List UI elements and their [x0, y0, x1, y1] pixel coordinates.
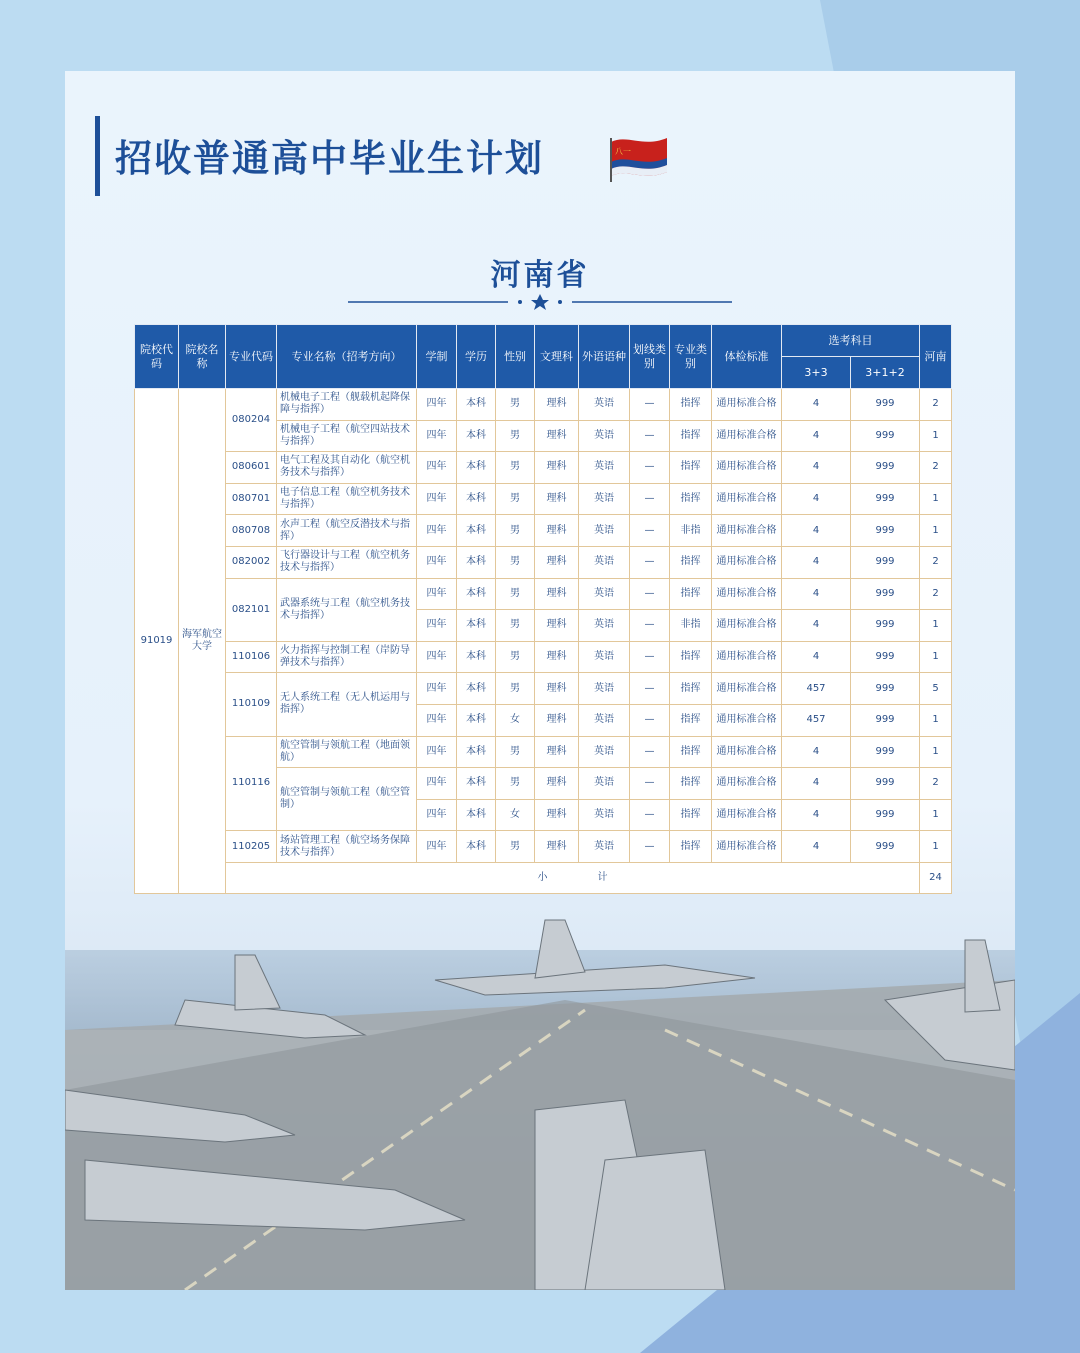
quota-cell: 2 — [920, 546, 952, 578]
quota-cell: 5 — [920, 673, 952, 705]
subtotal-value: 24 — [920, 862, 952, 893]
table-row — [135, 452, 952, 484]
duration-cell: 四年 — [417, 389, 457, 421]
duration-cell: 四年 — [417, 704, 457, 736]
subject-312-cell: 999 — [851, 768, 920, 800]
language-cell: 英语 — [579, 483, 630, 515]
track-cell: 理科 — [535, 641, 579, 673]
star-icon — [531, 294, 549, 310]
major-name-cell: 武器系统与工程（航空机务技术与指挥） — [277, 578, 417, 641]
track-cell: 理科 — [535, 736, 579, 768]
school-name-cell: 海军航空大学 — [179, 389, 226, 894]
header-major-name: 专业名称（招考方向） — [277, 325, 417, 389]
major-name-cell: 电子信息工程（航空机务技术与指挥） — [277, 483, 417, 515]
province-title: 河南省 — [490, 258, 590, 293]
gender-cell: 男 — [496, 515, 535, 547]
major-category-cell: 指挥 — [670, 673, 712, 705]
subject-312-cell: 999 — [851, 641, 920, 673]
language-cell: 英语 — [579, 673, 630, 705]
language-cell: 英语 — [579, 546, 630, 578]
track-cell: 理科 — [535, 831, 579, 863]
line-category-cell: — — [630, 673, 670, 705]
subject-312-cell: 999 — [851, 389, 920, 421]
physical-cell: 通用标准合格 — [712, 736, 782, 768]
subject-33-cell: 457 — [782, 704, 851, 736]
physical-cell: 通用标准合格 — [712, 673, 782, 705]
line-category-cell: — — [630, 831, 670, 863]
major-code-cell: 080601 — [226, 452, 277, 484]
degree-cell: 本科 — [457, 641, 496, 673]
subject-33-cell: 4 — [782, 641, 851, 673]
table-row — [135, 578, 952, 610]
table-row — [135, 483, 952, 515]
major-name-cell: 无人系统工程（无人机运用与指挥） — [277, 673, 417, 736]
major-code-cell: 080701 — [226, 483, 277, 515]
quota-cell: 1 — [920, 610, 952, 642]
gender-cell: 男 — [496, 389, 535, 421]
subject-312-cell: 999 — [851, 420, 920, 452]
physical-cell: 通用标准合格 — [712, 452, 782, 484]
physical-cell: 通用标准合格 — [712, 483, 782, 515]
major-code-cell: 082002 — [226, 546, 277, 578]
carrier-deck-illustration — [65, 860, 1015, 1290]
header-line-category: 划线类别 — [630, 325, 670, 389]
language-cell: 英语 — [579, 515, 630, 547]
major-category-cell: 非指 — [670, 515, 712, 547]
degree-cell: 本科 — [457, 673, 496, 705]
gender-cell: 男 — [496, 641, 535, 673]
major-code-cell: 110106 — [226, 641, 277, 673]
header-degree: 学历 — [457, 325, 496, 389]
header-duration: 学制 — [417, 325, 457, 389]
table-row — [135, 831, 952, 863]
major-category-cell: 指挥 — [670, 452, 712, 484]
quota-cell: 1 — [920, 831, 952, 863]
gender-cell: 男 — [496, 736, 535, 768]
line-category-cell: — — [630, 483, 670, 515]
header-3-1-2: 3+1+2 — [851, 357, 920, 389]
physical-cell: 通用标准合格 — [712, 546, 782, 578]
subject-33-cell: 4 — [782, 452, 851, 484]
subject-33-cell: 4 — [782, 831, 851, 863]
major-name-cell: 机械电子工程（舰载机起降保障与指挥） — [277, 389, 417, 421]
language-cell: 英语 — [579, 831, 630, 863]
quota-cell: 1 — [920, 483, 952, 515]
subject-33-cell: 4 — [782, 610, 851, 642]
degree-cell: 本科 — [457, 483, 496, 515]
duration-cell: 四年 — [417, 452, 457, 484]
track-cell: 理科 — [535, 578, 579, 610]
major-category-cell: 指挥 — [670, 420, 712, 452]
header-elective-subjects: 选考科目 — [782, 325, 920, 357]
line-category-cell: — — [630, 420, 670, 452]
major-name-cell: 飞行器设计与工程（航空机务技术与指挥） — [277, 546, 417, 578]
major-category-cell: 指挥 — [670, 704, 712, 736]
duration-cell: 四年 — [417, 420, 457, 452]
subject-312-cell: 999 — [851, 452, 920, 484]
track-cell: 理科 — [535, 483, 579, 515]
duration-cell: 四年 — [417, 768, 457, 800]
line-category-cell: — — [630, 515, 670, 547]
line-category-cell: — — [630, 546, 670, 578]
table-row — [135, 389, 952, 421]
degree-cell: 本科 — [457, 736, 496, 768]
duration-cell: 四年 — [417, 610, 457, 642]
quota-cell: 2 — [920, 578, 952, 610]
degree-cell: 本科 — [457, 515, 496, 547]
major-code-cell: 082101 — [226, 578, 277, 641]
duration-cell: 四年 — [417, 673, 457, 705]
degree-cell: 本科 — [457, 389, 496, 421]
line-category-cell: — — [630, 452, 670, 484]
quota-cell: 2 — [920, 768, 952, 800]
degree-cell: 本科 — [457, 610, 496, 642]
gender-cell: 男 — [496, 420, 535, 452]
header-physical-standard: 体检标准 — [712, 325, 782, 389]
bayi-flag-icon — [605, 132, 673, 184]
header-school-name: 院校名称 — [179, 325, 226, 389]
major-code-cell: 080708 — [226, 515, 277, 547]
subject-312-cell: 999 — [851, 578, 920, 610]
table-row — [135, 673, 952, 705]
language-cell: 英语 — [579, 736, 630, 768]
major-code-cell: 110109 — [226, 673, 277, 736]
gender-cell: 男 — [496, 546, 535, 578]
track-cell: 理科 — [535, 673, 579, 705]
major-name-cell: 水声工程（航空反潜技术与指挥） — [277, 515, 417, 547]
quota-cell: 2 — [920, 389, 952, 421]
major-code-cell: 110205 — [226, 831, 277, 863]
school-code-cell: 91019 — [135, 389, 179, 894]
degree-cell: 本科 — [457, 546, 496, 578]
gender-cell: 男 — [496, 831, 535, 863]
header-track: 文理科 — [535, 325, 579, 389]
major-category-cell: 指挥 — [670, 799, 712, 831]
physical-cell: 通用标准合格 — [712, 389, 782, 421]
subject-33-cell: 4 — [782, 799, 851, 831]
physical-cell: 通用标准合格 — [712, 515, 782, 547]
track-cell: 理科 — [535, 515, 579, 547]
subject-33-cell: 4 — [782, 483, 851, 515]
physical-cell: 通用标准合格 — [712, 799, 782, 831]
language-cell: 英语 — [579, 389, 630, 421]
subject-312-cell: 999 — [851, 546, 920, 578]
major-name-cell: 机械电子工程（航空四站技术与指挥） — [277, 420, 417, 452]
physical-cell: 通用标准合格 — [712, 610, 782, 642]
physical-cell: 通用标准合格 — [712, 641, 782, 673]
major-category-cell: 指挥 — [670, 389, 712, 421]
line-category-cell: — — [630, 704, 670, 736]
track-cell: 理科 — [535, 420, 579, 452]
major-name-cell: 场站管理工程（航空场务保障技术与指挥） — [277, 831, 417, 863]
major-name-cell: 电气工程及其自动化（航空机务技术与指挥） — [277, 452, 417, 484]
major-category-cell: 指挥 — [670, 546, 712, 578]
track-cell: 理科 — [535, 546, 579, 578]
duration-cell: 四年 — [417, 641, 457, 673]
header-gender: 性别 — [496, 325, 535, 389]
major-category-cell: 非指 — [670, 610, 712, 642]
major-code-cell: 080204 — [226, 389, 277, 452]
line-category-cell: — — [630, 578, 670, 610]
subject-312-cell: 999 — [851, 610, 920, 642]
table-row — [135, 546, 952, 578]
line-category-cell: — — [630, 799, 670, 831]
language-cell: 英语 — [579, 641, 630, 673]
subject-33-cell: 4 — [782, 420, 851, 452]
major-category-cell: 指挥 — [670, 578, 712, 610]
line-category-cell: — — [630, 641, 670, 673]
degree-cell: 本科 — [457, 831, 496, 863]
duration-cell: 四年 — [417, 546, 457, 578]
line-category-cell: — — [630, 389, 670, 421]
subject-33-cell: 4 — [782, 736, 851, 768]
major-name-cell: 航空管制与领航工程（地面领航） — [277, 736, 417, 768]
major-code-cell: 110116 — [226, 736, 277, 831]
duration-cell: 四年 — [417, 799, 457, 831]
gender-cell: 男 — [496, 452, 535, 484]
degree-cell: 本科 — [457, 578, 496, 610]
table-row — [135, 736, 952, 768]
header-3-3: 3+3 — [782, 357, 851, 389]
duration-cell: 四年 — [417, 578, 457, 610]
physical-cell: 通用标准合格 — [712, 578, 782, 610]
subject-33-cell: 4 — [782, 515, 851, 547]
province-divider — [348, 292, 732, 312]
gender-cell: 男 — [496, 610, 535, 642]
title-accent-bar — [95, 116, 100, 196]
track-cell: 理科 — [535, 704, 579, 736]
line-category-cell: — — [630, 736, 670, 768]
language-cell: 英语 — [579, 452, 630, 484]
subject-312-cell: 999 — [851, 483, 920, 515]
subject-33-cell: 4 — [782, 768, 851, 800]
quota-cell: 1 — [920, 515, 952, 547]
flag-star-text: 八一 — [615, 147, 631, 156]
duration-cell: 四年 — [417, 515, 457, 547]
subtotal-row — [135, 862, 952, 893]
table-row — [135, 641, 952, 673]
language-cell: 英语 — [579, 704, 630, 736]
major-name-cell: 火力指挥与控制工程（岸防导弹技术与指挥） — [277, 641, 417, 673]
subject-312-cell: 999 — [851, 515, 920, 547]
header-major-code: 专业代码 — [226, 325, 277, 389]
language-cell: 英语 — [579, 768, 630, 800]
gender-cell: 女 — [496, 799, 535, 831]
subject-312-cell: 999 — [851, 799, 920, 831]
duration-cell: 四年 — [417, 483, 457, 515]
subject-312-cell: 999 — [851, 704, 920, 736]
language-cell: 英语 — [579, 610, 630, 642]
header-school-code: 院校代码 — [135, 325, 179, 389]
subject-33-cell: 4 — [782, 546, 851, 578]
header-language: 外语语种 — [579, 325, 630, 389]
quota-cell: 1 — [920, 799, 952, 831]
major-category-cell: 指挥 — [670, 641, 712, 673]
gender-cell: 男 — [496, 578, 535, 610]
subject-312-cell: 999 — [851, 736, 920, 768]
language-cell: 英语 — [579, 578, 630, 610]
gender-cell: 男 — [496, 768, 535, 800]
major-category-cell: 指挥 — [670, 831, 712, 863]
track-cell: 理科 — [535, 452, 579, 484]
table-row — [135, 515, 952, 547]
header-henan-quota: 河南 — [920, 325, 952, 389]
duration-cell: 四年 — [417, 831, 457, 863]
degree-cell: 本科 — [457, 420, 496, 452]
page-title: 招收普通高中毕业生计划 — [115, 136, 544, 180]
subject-312-cell: 999 — [851, 831, 920, 863]
physical-cell: 通用标准合格 — [712, 831, 782, 863]
subtotal-label: 小 计 — [226, 862, 920, 893]
physical-cell: 通用标准合格 — [712, 768, 782, 800]
subject-33-cell: 457 — [782, 673, 851, 705]
degree-cell: 本科 — [457, 452, 496, 484]
degree-cell: 本科 — [457, 704, 496, 736]
subject-312-cell: 999 — [851, 673, 920, 705]
physical-cell: 通用标准合格 — [712, 704, 782, 736]
track-cell: 理科 — [535, 389, 579, 421]
track-cell: 理科 — [535, 610, 579, 642]
duration-cell: 四年 — [417, 736, 457, 768]
track-cell: 理科 — [535, 799, 579, 831]
line-category-cell: — — [630, 768, 670, 800]
subject-33-cell: 4 — [782, 578, 851, 610]
major-name-cell: 航空管制与领航工程（航空管制） — [277, 768, 417, 831]
header-major-category: 专业类别 — [670, 325, 712, 389]
degree-cell: 本科 — [457, 799, 496, 831]
gender-cell: 男 — [496, 673, 535, 705]
track-cell: 理科 — [535, 768, 579, 800]
quota-cell: 1 — [920, 736, 952, 768]
major-category-cell: 指挥 — [670, 768, 712, 800]
quota-cell: 1 — [920, 420, 952, 452]
quota-cell: 1 — [920, 704, 952, 736]
major-category-cell: 指挥 — [670, 483, 712, 515]
quota-cell: 1 — [920, 641, 952, 673]
language-cell: 英语 — [579, 420, 630, 452]
quota-cell: 2 — [920, 452, 952, 484]
enrollment-plan-table — [134, 324, 952, 894]
line-category-cell: — — [630, 610, 670, 642]
gender-cell: 男 — [496, 483, 535, 515]
gender-cell: 女 — [496, 704, 535, 736]
major-category-cell: 指挥 — [670, 736, 712, 768]
language-cell: 英语 — [579, 799, 630, 831]
degree-cell: 本科 — [457, 768, 496, 800]
physical-cell: 通用标准合格 — [712, 420, 782, 452]
subject-33-cell: 4 — [782, 389, 851, 421]
